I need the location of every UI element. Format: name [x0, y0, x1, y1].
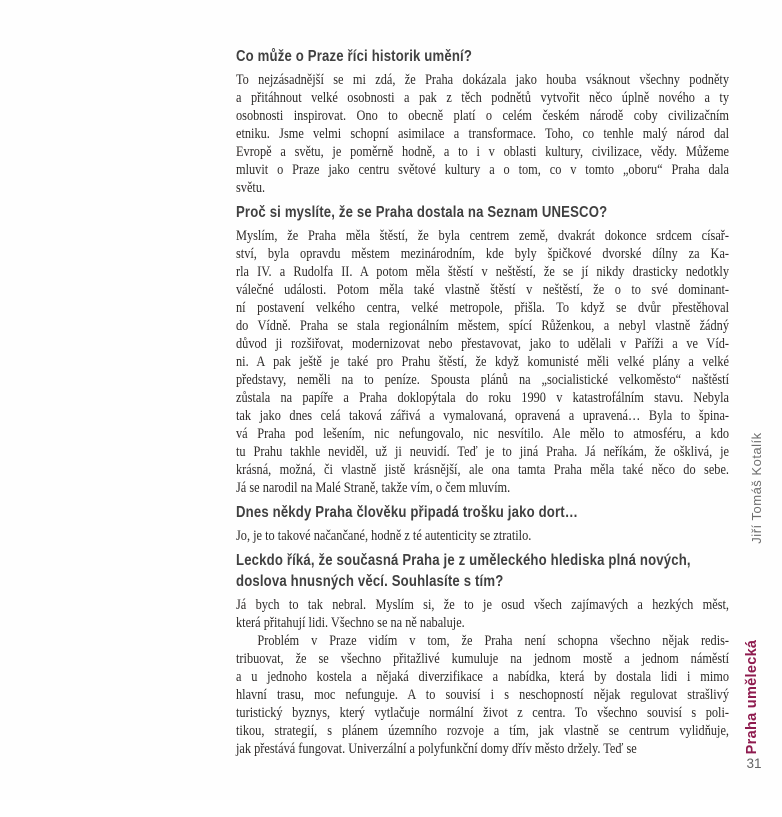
text-line: etniku. Jsme velmi schopní asimilace a transformace. Toho, co tenhle malý národ dal [236, 126, 730, 142]
interview-text-column [236, 46, 729, 758]
text-line: Co může o Praze říci historik umění? [236, 48, 473, 65]
interview-answer-4-paragraph-1 [236, 596, 729, 632]
page-number: 31 [746, 756, 762, 771]
text-line: ství, byla opravdu městem mezinárodním, kde byly špičkové dvorské dílny za Ka- [236, 246, 730, 262]
text-line: Já se narodil na Malé Straně, takže vím, o čem mluvím. [236, 480, 511, 496]
interview-answer-3 [236, 527, 729, 545]
text-line: válečné události. Potom měla také vlastně štěstí v neštěstí, že o to své dominant- [236, 282, 730, 298]
interview-answer-4-paragraph-2 [236, 632, 729, 758]
text-line: tribuovat, že se všechno přitažlivé kumuluje na jednom mostě a jednom náměstí [236, 651, 730, 667]
author-vertical-label: Jiří Tomáš Kotalík [749, 432, 764, 544]
text-line: Dnes někdy Praha člověku připadá trošku jako dort… [236, 504, 579, 521]
text-line: Jo, je to takové načančané, hodně z té autenticity se ztratilo. [236, 528, 532, 544]
text-line: která přitahují lidi. Všechno se na ně nabaluje. [236, 615, 465, 631]
chapter-vertical-label: Praha umělecká [744, 639, 760, 755]
text-line: tak jako dnes celá taková zářivá a vymalovaná, opravená a upravená… Byla to špina- [236, 408, 730, 424]
text-line: krásná, možná, či vlastně jistě krásnější, ale ona tamta Praha měla také něco do sebe. [236, 462, 730, 478]
text-line: hlavní trasu, moc nefunguje. A to souvisí i s neschopností nějak regulovat strašlivý [236, 687, 730, 703]
text-line: představy, neměli na to peníze. Spousta plánů na „socialistické velkoměsto“ naštěstí [236, 372, 730, 388]
text-line: jak přestává fungovat. Univerzální a polyfunkční domy dřív město držely. Teď se [236, 741, 637, 757]
text-line: To nejzásadnější se mi zdá, že Praha dokázala jako houba vsáknout všechny podněty [236, 72, 730, 88]
text-line: Proč si myslíte, že se Praha dostala na Seznam UNESCO? [236, 204, 608, 221]
interview-question-2 [236, 202, 729, 223]
text-line: ni. A pak ještě je také pro Prahu štěstí, že když komunisté měli velké plány a velké [236, 354, 730, 370]
text-line: důvod ji rozšiřovat, modernizovat nebo přestavovat, jako to udělali v Paříži a ve Víd- [236, 336, 730, 352]
interview-question-1 [236, 46, 729, 67]
text-line: osobnosti inspirovat. Ono to obecně platí o celém českém národě coby civilizačním [236, 108, 730, 124]
text-line: a u jednoho kostela a nějaká diverzifikace a nabídka, která by dostala lidi i mimo [236, 669, 730, 685]
text-line: Problém v Praze vidím v tom, že Praha není schopna všechno nějak redis- [257, 633, 730, 649]
text-line: Evropě a světu, je poměrně hodně, a to i v oblasti kultury, civilizace, vědy. Můžeme [236, 144, 730, 160]
text-line: Leckdo říká, že současná Praha je z uměleckého hlediska plná nových, [236, 552, 691, 569]
text-line: mluvit o Praze jako centru světové kultury a o tom, co v tomto „oboru“ Praha dala [236, 162, 730, 178]
text-line: tu Prahu takhle neviděl, už ji neuvidí. Teď je to jiná Praha. Já neříkám, že ošklivá, je [236, 444, 730, 460]
text-line: do Vídně. Praha se stala regionálním městem, spící Růženkou, a nebyl vlastně žádný [236, 318, 730, 334]
text-line: Já bych to tak nebral. Myslím si, že to je osud všech zajímavých a hezkých měst, [236, 597, 730, 613]
text-line: turistický byznys, který vytlačuje normální život z centra. To všechno souvisí s poli- [236, 705, 730, 721]
text-line: zůstala na papíře a Praha doklopýtala do roku 1990 v katastrofálním stavu. Nebyla [236, 390, 730, 406]
text-line: ní postavení velkého centra, velké metropole, přišla. To když se dvůr přestěhoval [236, 300, 730, 316]
text-line: vá Praha pod lešením, nic nefungovalo, nic nesvítilo. Ale mělo to atmosféru, a kdo [236, 426, 730, 442]
interview-question-4 [236, 550, 729, 592]
text-line: tikou, strategií, s plánem územního rozvoje a tím, jak vlastně se centrum vylidňuje, [236, 723, 730, 739]
interview-question-3 [236, 502, 729, 523]
interview-answer-2 [236, 227, 729, 497]
text-line: rla IV. a Rudolfa II. A potom měla štěstí v neštěstí, že se jí nikdy drasticky nedotkly [236, 264, 730, 280]
text-line: doslova hnusných věcí. Souhlasíte s tím? [236, 573, 504, 590]
text-line: a přitáhnout velké osobnosti a pak z těch podnětů vytvořit něco úplně nového a ty [236, 90, 730, 106]
text-line: Myslím, že Praha měla štěstí, že byla centrem země, dvakrát dokonce srdcem císař- [236, 228, 730, 244]
interview-answer-1 [236, 71, 729, 197]
text-line: světu. [236, 180, 266, 196]
